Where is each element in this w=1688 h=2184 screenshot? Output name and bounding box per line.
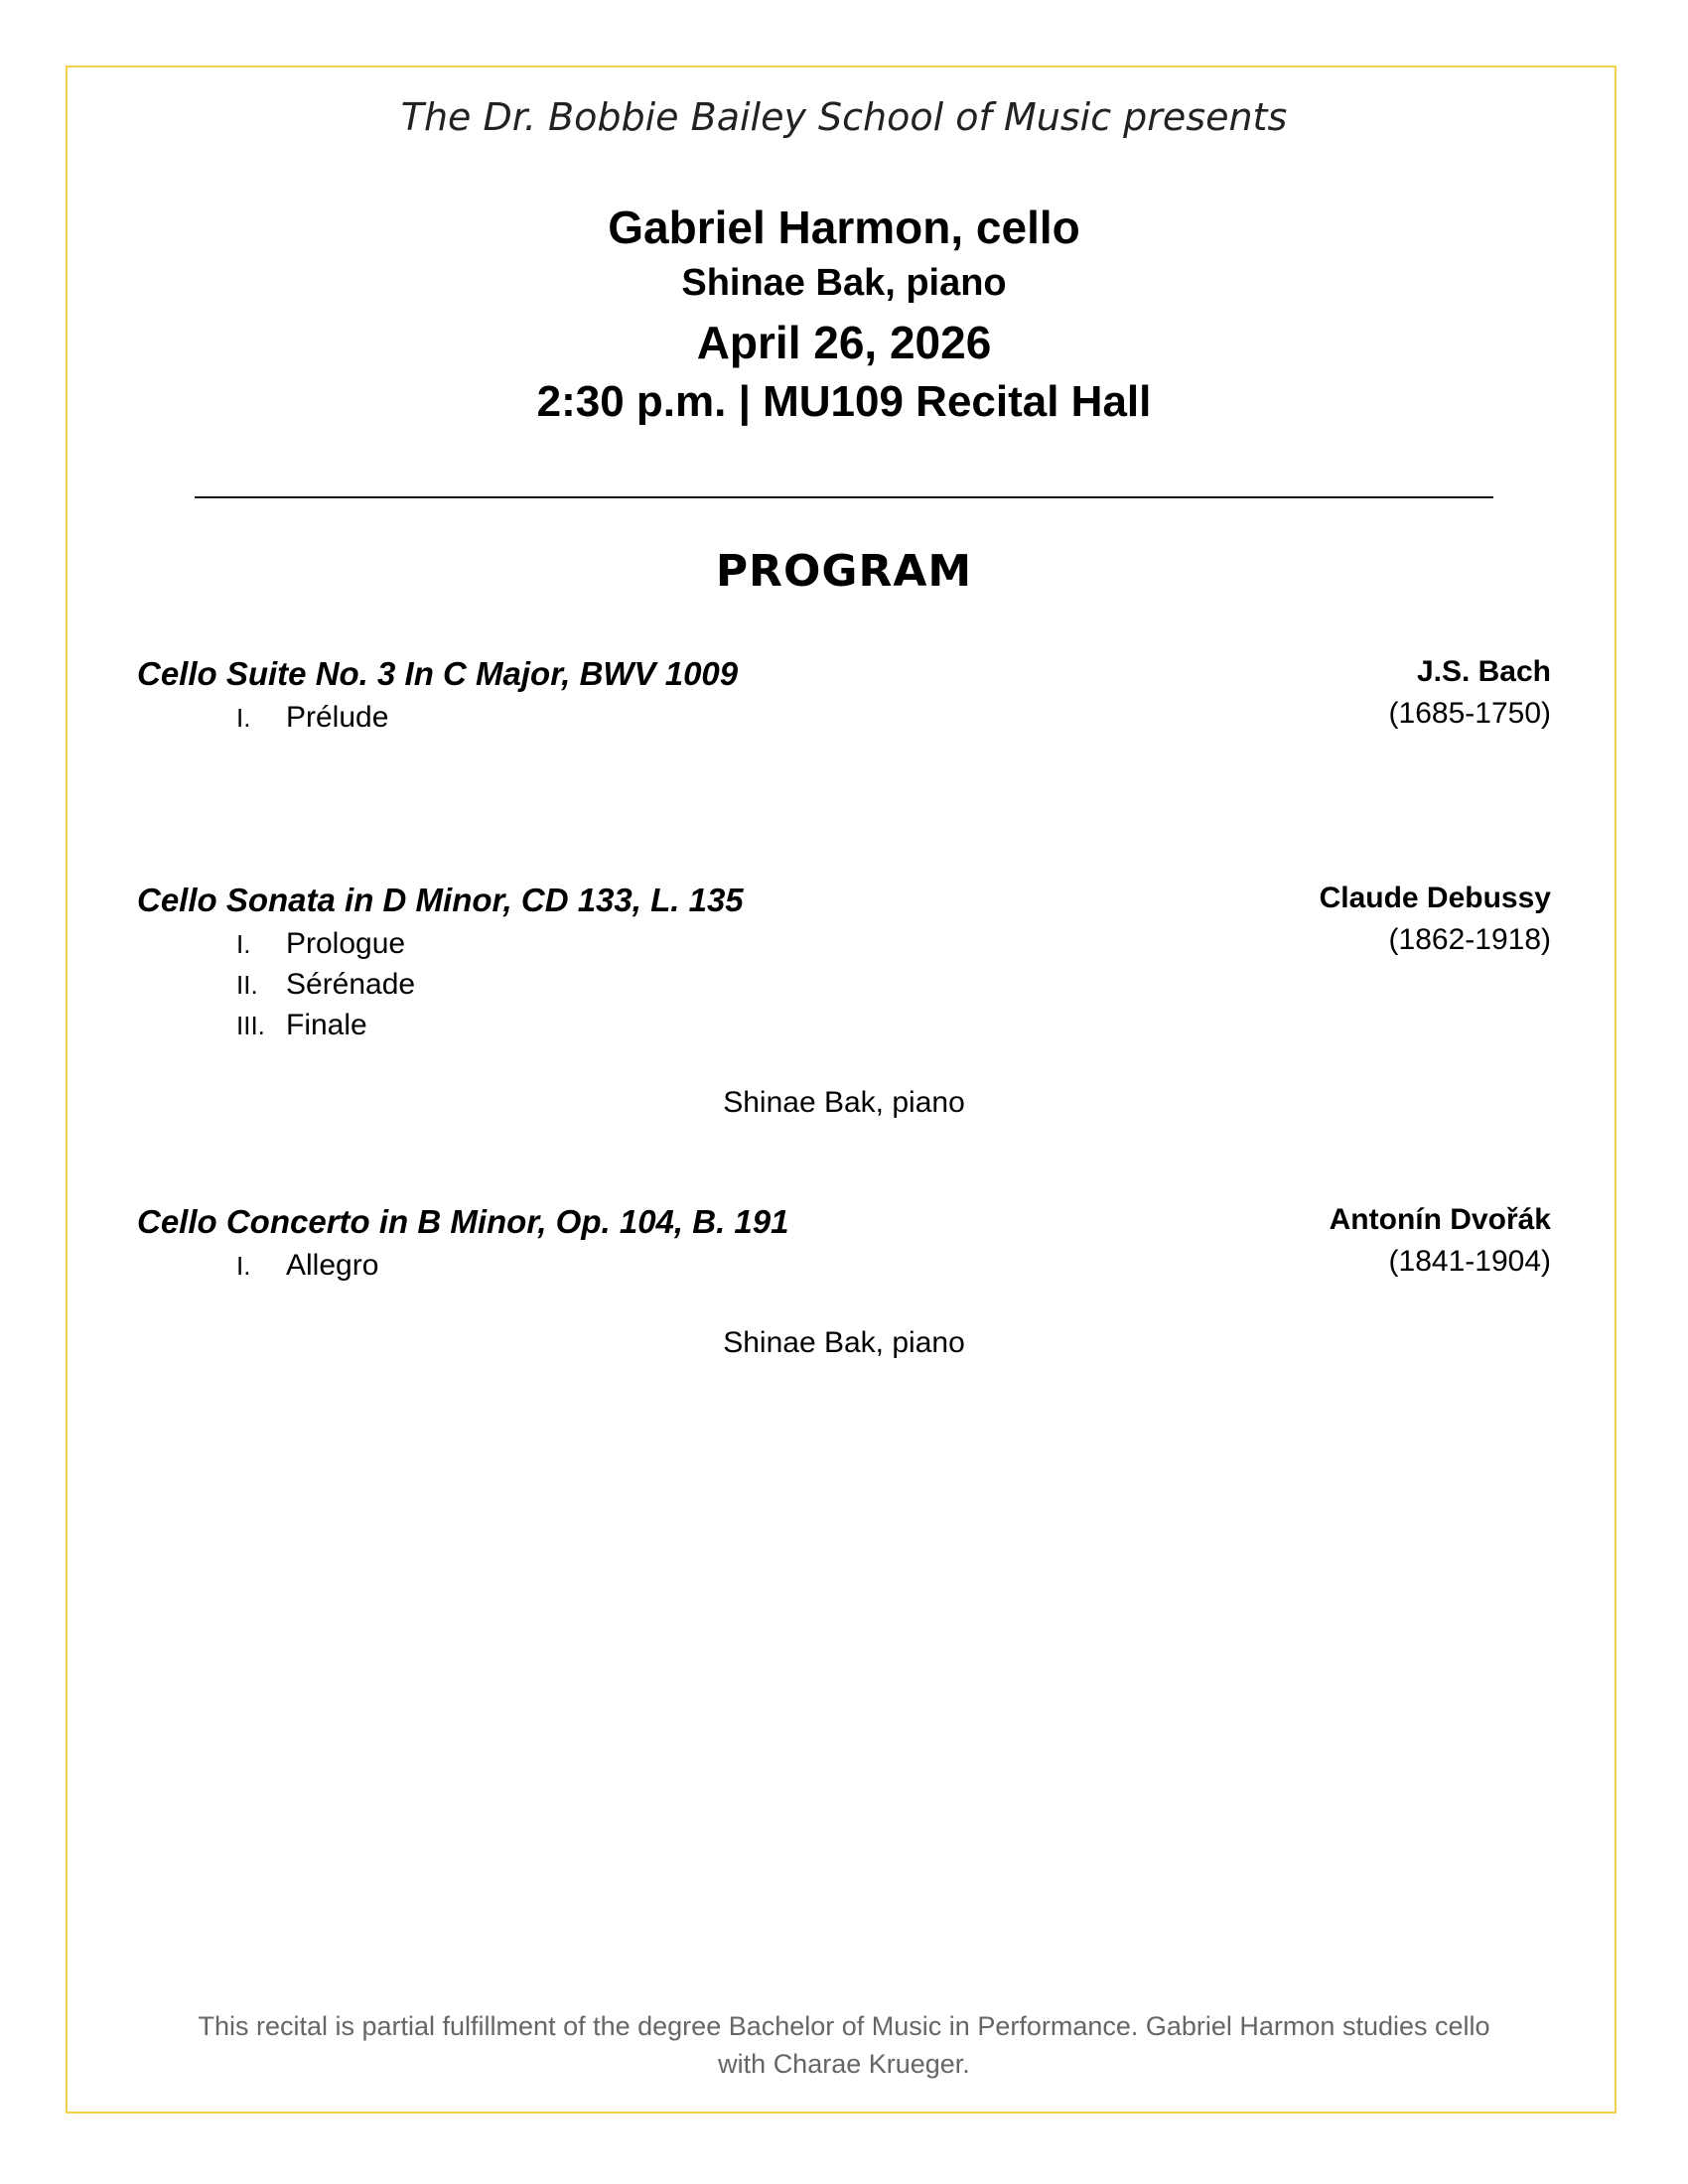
composer-dates: (1862-1918): [1388, 923, 1551, 956]
movement-number: I.: [236, 929, 251, 959]
movement-name: Sérénade: [286, 968, 416, 1001]
presenter-line: The Dr. Bobbie Bailey School of Music presents: [400, 95, 1288, 139]
movement-number: I.: [236, 703, 251, 733]
program-heading: PROGRAM: [715, 546, 973, 597]
degree-fulfillment-note: This recital is partial fulfillment of the degree Bachelor of Music in Performance. Gabriel Harmon studies cello with Charae Krueger.: [198, 2011, 1490, 2079]
collaborator-credit: Shinae Bak, piano: [723, 1086, 965, 1119]
work-title: Cello Sonata in D Minor, CD 133, L. 135: [137, 882, 744, 918]
movement-item: [236, 697, 388, 738]
composer-name: J.S. Bach: [1416, 655, 1551, 688]
composer-name: Antonín Dvořák: [1329, 1203, 1551, 1236]
movement-item: [236, 964, 415, 1005]
work-title: Cello Suite No. 3 In C Major, BWV 1009: [137, 655, 739, 692]
header-divider: [195, 496, 1493, 498]
movement-name: Finale: [286, 1009, 367, 1041]
movement-name: Prélude: [286, 701, 389, 734]
movement-number: I.: [236, 1251, 251, 1281]
collaborator-credit: Shinae Bak, piano: [723, 1326, 965, 1359]
movement-name: Prologue: [286, 927, 406, 960]
movement-name: Allegro: [286, 1249, 379, 1282]
performer-name: Gabriel Harmon, cello: [608, 202, 1080, 253]
composer-dates: (1685-1750): [1388, 697, 1551, 730]
recital-time-location: 2:30 p.m. | MU109 Recital Hall: [536, 377, 1152, 426]
movement-item: [236, 923, 415, 964]
movement-list: [236, 697, 388, 738]
recital-date: April 26, 2026: [696, 317, 992, 368]
composer-name: Claude Debussy: [1319, 882, 1551, 914]
accompanist-name: Shinae Bak, piano: [681, 262, 1007, 304]
movement-item: [236, 1245, 378, 1286]
work-title: Cello Concerto in B Minor, Op. 104, B. 191: [137, 1203, 789, 1240]
composer-dates: (1841-1904): [1388, 1245, 1551, 1278]
movement-item: [236, 1005, 415, 1045]
movement-number: III.: [236, 1011, 265, 1040]
movement-list: [236, 923, 415, 1045]
movement-number: II.: [236, 970, 258, 1000]
movement-list: [236, 1245, 378, 1286]
